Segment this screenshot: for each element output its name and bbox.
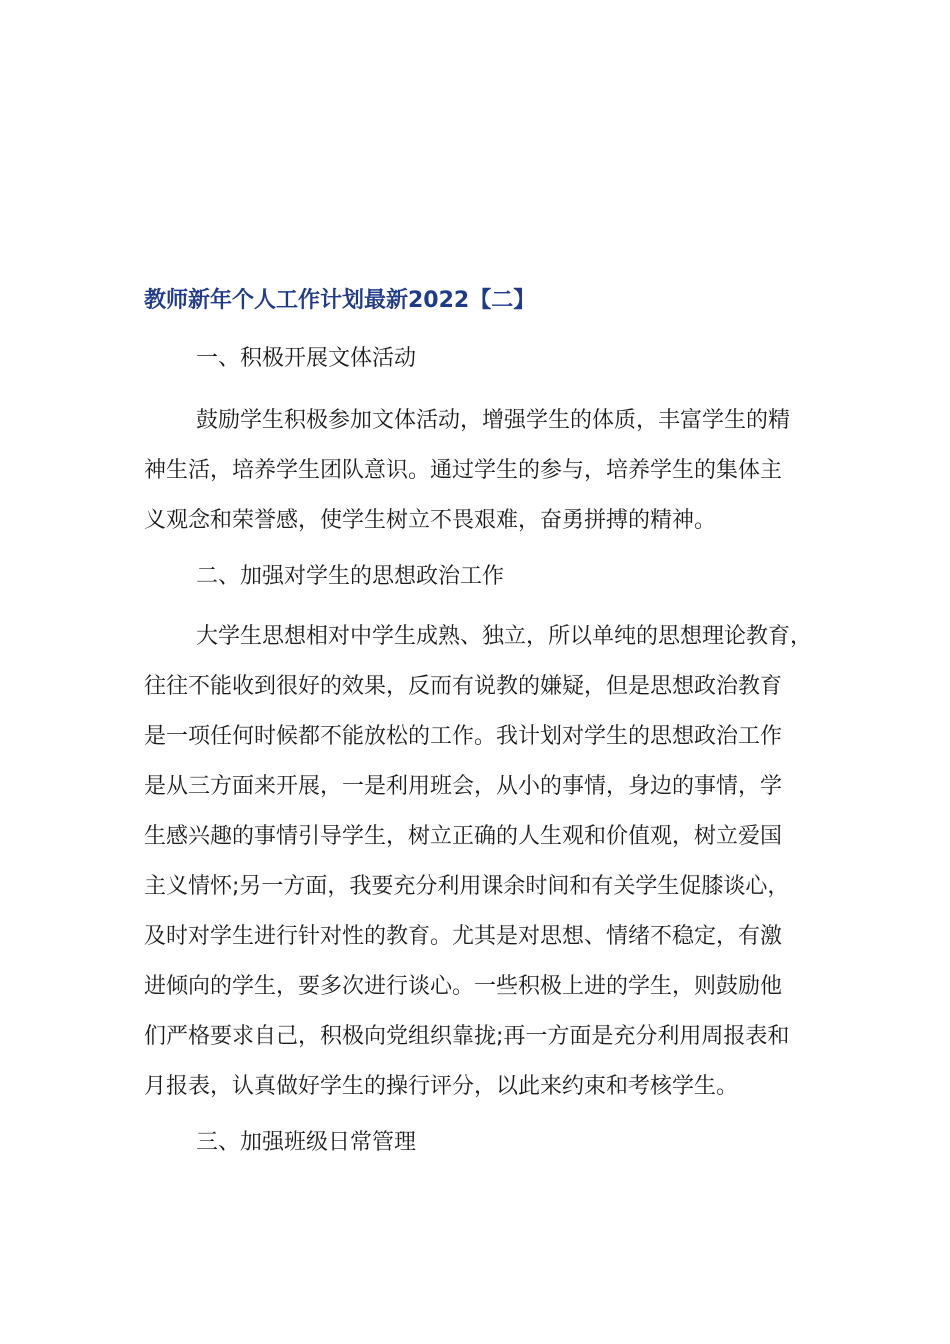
paragraph-line: 往往不能收到很好的效果，反而有说教的嫌疑，但是思想政治教育 (144, 674, 783, 699)
paragraph-line: 义观念和荣誉感，使学生树立不畏艰难，奋勇拼搏的精神。 (144, 508, 717, 533)
paragraph-line: 们严格要求自己，积极向党组织靠拢;再一方面是充分利用周报表和 (144, 1024, 790, 1049)
paragraph-line: 是从三方面来开展，一是利用班会，从小的事情，身边的事情，学 (144, 774, 783, 799)
paragraph-line: 进倾向的学生，要多次进行谈心。一些积极上进的学生，则鼓励他 (144, 974, 783, 999)
paragraph-line: 是一项任何时候都不能放松的工作。我计划对学生的思想政治工作 (144, 724, 783, 749)
paragraph-line: 及时对学生进行针对性的教育。尤其是对思想、情绪不稳定，有激 (144, 924, 783, 949)
section-heading-3: 三、加强班级日常管理 (196, 1130, 417, 1155)
section-paragraph-2 (144, 612, 814, 1112)
paragraph-line: 神生活，培养学生团队意识。通过学生的参与，培养学生的集体主 (144, 458, 783, 483)
paragraph-line: 鼓励学生积极参加文体活动，增强学生的体质，丰富学生的精 (196, 408, 791, 433)
paragraph-line: 月报表，认真做好学生的操行评分，以此来约束和考核学生。 (144, 1074, 739, 1099)
paragraph-line: 大学生思想相对中学生成熟、独立，所以单纯的思想理论教育， (196, 624, 813, 649)
document-title: 教师新年个人工作计划最新2022【二】 (144, 288, 536, 313)
paragraph-line: 生感兴趣的事情引导学生，树立正确的人生观和价值观，树立爱国 (144, 824, 783, 849)
paragraph-line: 主义情怀;另一方面，我要充分利用课余时间和有关学生促膝谈心， (144, 874, 790, 899)
section-paragraph-1 (144, 396, 814, 546)
section-heading-2: 二、加强对学生的思想政治工作 (196, 564, 505, 589)
section-heading-1: 一、积极开展文体活动 (196, 346, 417, 371)
